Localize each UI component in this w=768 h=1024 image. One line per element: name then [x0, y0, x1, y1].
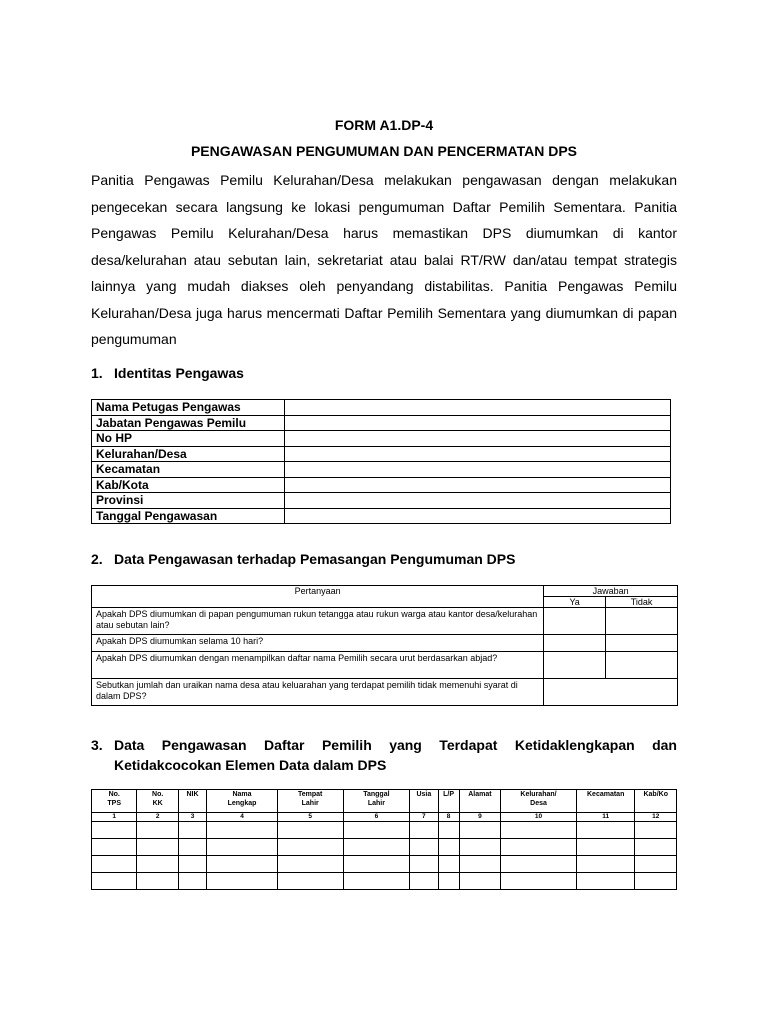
- answer-no-cell[interactable]: [606, 635, 678, 652]
- column-header-line2: Lahir: [367, 800, 385, 807]
- identity-row: [92, 508, 671, 524]
- section1-title: Identitas Pengawas: [114, 365, 244, 381]
- section3-title: Data Pengawasan Daftar Pemilih yang Terdapat Ketidaklengkapan dan Ketidakcocokan Elemen Data dalam DPS: [114, 737, 677, 773]
- column-header: [410, 790, 438, 813]
- column-number: 5: [277, 813, 343, 822]
- answer-yes-cell[interactable]: [544, 608, 606, 635]
- table-row: [92, 839, 677, 856]
- data-cell[interactable]: [343, 822, 410, 839]
- table-row: [92, 873, 677, 890]
- identity-label: Provinsi: [92, 493, 285, 509]
- data-cell[interactable]: [459, 856, 500, 873]
- identity-row: [92, 446, 671, 462]
- data-cell[interactable]: [178, 822, 206, 839]
- data-cell[interactable]: [438, 839, 459, 856]
- question-text: Sebutkan jumlah dan uraikan nama desa atau keluarahan yang terdapat pemilih tidak memenuhi syarat di dalam DPS?: [92, 679, 544, 706]
- column-header-line2: Desa: [530, 800, 547, 807]
- column-header-line2: KK: [152, 800, 163, 807]
- data-cell[interactable]: [277, 873, 343, 890]
- identity-value-field[interactable]: [285, 493, 671, 509]
- column-number: 3: [178, 813, 206, 822]
- answer-header: Jawaban: [544, 586, 678, 597]
- data-cell[interactable]: [459, 822, 500, 839]
- data-cell[interactable]: [137, 822, 178, 839]
- identity-table: [91, 399, 671, 524]
- question-row: [92, 652, 678, 679]
- data-cell[interactable]: [438, 822, 459, 839]
- intro-paragraph: Panitia Pengawas Pemilu Kelurahan/Desa melakukan pengawasan dengan melakukan pengecekan secara langsung ke lokasi pengumuman Daftar Pemilih Sementara. Panitia Pengawas Pemilu Kelurahan/Desa harus memastikan DPS diumumkan di kantor desa/kelurahan atau sebutan lain, sekretariat atau balai RT/RW dan/atau tempat strategis lainnya yang mudah diakses oleh penyandang distabilitas. Panitia Pengawas Pemilu Kelurahan/Desa juga harus mencermati Daftar Pemilih Sementara yang diumumkan di papan pengumuman: [91, 172, 677, 347]
- question-row: [92, 679, 678, 706]
- column-number: 7: [410, 813, 438, 822]
- data-cell[interactable]: [410, 873, 438, 890]
- column-header-line1: Tanggal: [363, 791, 390, 798]
- section1-number: 1.: [91, 365, 103, 381]
- identity-value-field[interactable]: [285, 431, 671, 447]
- data-cell[interactable]: [178, 839, 206, 856]
- column-number-row: [92, 813, 677, 822]
- column-number: 1: [92, 813, 137, 822]
- data-cell[interactable]: [343, 839, 410, 856]
- identity-value-field[interactable]: [285, 415, 671, 431]
- data-cell[interactable]: [501, 839, 577, 856]
- column-header: [277, 790, 343, 813]
- column-header-line1: Kab/Ko: [643, 791, 668, 798]
- data-cell[interactable]: [576, 873, 635, 890]
- column-number: 12: [635, 813, 677, 822]
- questions-table: [91, 585, 678, 706]
- identity-value-field[interactable]: [285, 400, 671, 416]
- column-header: [459, 790, 500, 813]
- data-cell[interactable]: [137, 839, 178, 856]
- question-text: Apakah DPS diumumkan di papan pengumuman rukun tetangga atau rukun warga atau kantor desa/kelurahan atau sebutan lain?: [92, 608, 544, 635]
- data-cell[interactable]: [459, 873, 500, 890]
- column-header: [576, 790, 635, 813]
- data-cell[interactable]: [92, 856, 137, 873]
- data-cell[interactable]: [635, 822, 677, 839]
- identity-label: Tanggal Pengawasan: [92, 508, 285, 524]
- data-cell[interactable]: [178, 873, 206, 890]
- data-cell[interactable]: [410, 822, 438, 839]
- column-number: 11: [576, 813, 635, 822]
- table-row: [92, 822, 677, 839]
- data-cell[interactable]: [137, 873, 178, 890]
- section3-heading: [91, 735, 677, 775]
- identity-row: [92, 493, 671, 509]
- column-header-line1: No.: [108, 791, 120, 798]
- identity-label: Jabatan Pengawas Pemilu: [92, 415, 285, 431]
- data-cell[interactable]: [501, 873, 577, 890]
- table-row: [92, 856, 677, 873]
- identity-label: Kelurahan/Desa: [92, 446, 285, 462]
- data-cell[interactable]: [277, 856, 343, 873]
- column-header-line2: Lahir: [301, 800, 319, 807]
- identity-label: Kecamatan: [92, 462, 285, 478]
- data-cell[interactable]: [410, 856, 438, 873]
- column-header-line2: TPS: [107, 800, 122, 807]
- data-cell[interactable]: [207, 873, 278, 890]
- yes-header: Ya: [544, 597, 606, 608]
- question-text: Apakah DPS diumumkan selama 10 hari?: [92, 635, 544, 652]
- data-cell[interactable]: [410, 839, 438, 856]
- column-number: 2: [137, 813, 178, 822]
- question-row: [92, 608, 678, 635]
- column-header-line2: Lengkap: [227, 800, 257, 807]
- column-header: [438, 790, 459, 813]
- column-number: 8: [438, 813, 459, 822]
- identity-row: [92, 415, 671, 431]
- data-cell[interactable]: [438, 873, 459, 890]
- column-header-line1: L/P: [443, 791, 455, 798]
- data-cell[interactable]: [277, 839, 343, 856]
- column-header-line1: NIK: [186, 791, 199, 798]
- data-cell[interactable]: [635, 873, 677, 890]
- data-cell[interactable]: [501, 856, 577, 873]
- column-header-line1: Alamat: [468, 791, 492, 798]
- answer-no-cell[interactable]: [606, 608, 678, 635]
- column-header-line1: Usia: [416, 791, 432, 798]
- question-row: [92, 635, 678, 652]
- column-header: [92, 790, 137, 813]
- data-cell[interactable]: [343, 856, 410, 873]
- form-title: PENGAWASAN PENGUMUMAN DAN PENCERMATAN DPS: [190, 143, 578, 159]
- identity-value-field[interactable]: [285, 446, 671, 462]
- section2-title: Data Pengawasan terhadap Pemasangan Pengumuman DPS: [114, 551, 516, 567]
- column-header-line1: Kelurahan/: [520, 791, 557, 798]
- data-cell[interactable]: [576, 839, 635, 856]
- column-header: [178, 790, 206, 813]
- data-cell[interactable]: [207, 856, 278, 873]
- data-cell[interactable]: [277, 822, 343, 839]
- data-cell[interactable]: [438, 856, 459, 873]
- column-header: [501, 790, 577, 813]
- answer-yes-cell[interactable]: [544, 635, 606, 652]
- column-number: 10: [501, 813, 577, 822]
- voter-data-table: [91, 789, 677, 890]
- data-cell[interactable]: [635, 856, 677, 873]
- column-header: [137, 790, 178, 813]
- data-cell[interactable]: [207, 839, 278, 856]
- data-cell[interactable]: [92, 873, 137, 890]
- data-cell[interactable]: [635, 839, 677, 856]
- column-header-line1: No.: [152, 791, 164, 798]
- data-cell[interactable]: [501, 822, 577, 839]
- identity-label: Kab/Kota: [92, 477, 285, 493]
- column-header: [207, 790, 278, 813]
- data-cell[interactable]: [459, 839, 500, 856]
- data-cell[interactable]: [178, 856, 206, 873]
- data-cell[interactable]: [576, 822, 635, 839]
- data-cell[interactable]: [92, 839, 137, 856]
- identity-value-field[interactable]: [285, 508, 671, 524]
- data-cell[interactable]: [92, 822, 137, 839]
- answer-no-cell[interactable]: [606, 652, 678, 679]
- question-text: Apakah DPS diumumkan dengan menampilkan daftar nama Pemilih secara urut berdasarkan abjad?: [92, 652, 544, 679]
- answer-yes-cell[interactable]: [544, 652, 606, 679]
- section2-heading: [91, 551, 515, 567]
- data-cell[interactable]: [207, 822, 278, 839]
- answer-text-cell[interactable]: [544, 679, 678, 706]
- identity-label: No HP: [92, 431, 285, 447]
- data-cell[interactable]: [343, 873, 410, 890]
- column-header: [343, 790, 410, 813]
- section1-heading: [91, 365, 244, 381]
- column-number: 9: [459, 813, 500, 822]
- data-cell[interactable]: [137, 856, 178, 873]
- identity-row: [92, 462, 671, 478]
- section3-number: 3.: [91, 737, 103, 753]
- data-cell[interactable]: [576, 856, 635, 873]
- column-number: 6: [343, 813, 410, 822]
- column-header: [635, 790, 677, 813]
- column-header-line1: Tempat: [298, 791, 323, 798]
- form-code: FORM A1.DP-4: [334, 117, 434, 133]
- identity-label: Nama Petugas Pengawas: [92, 400, 285, 416]
- identity-row: [92, 477, 671, 493]
- identity-row: [92, 431, 671, 447]
- identity-value-field[interactable]: [285, 462, 671, 478]
- identity-value-field[interactable]: [285, 477, 671, 493]
- no-header: Tidak: [606, 597, 678, 608]
- column-header-line1: Nama: [232, 791, 252, 798]
- column-header-line1: Kecamatan: [587, 791, 625, 798]
- section2-number: 2.: [91, 551, 103, 567]
- column-number: 4: [207, 813, 278, 822]
- identity-row: [92, 400, 671, 416]
- question-header: Pertanyaan: [92, 586, 544, 608]
